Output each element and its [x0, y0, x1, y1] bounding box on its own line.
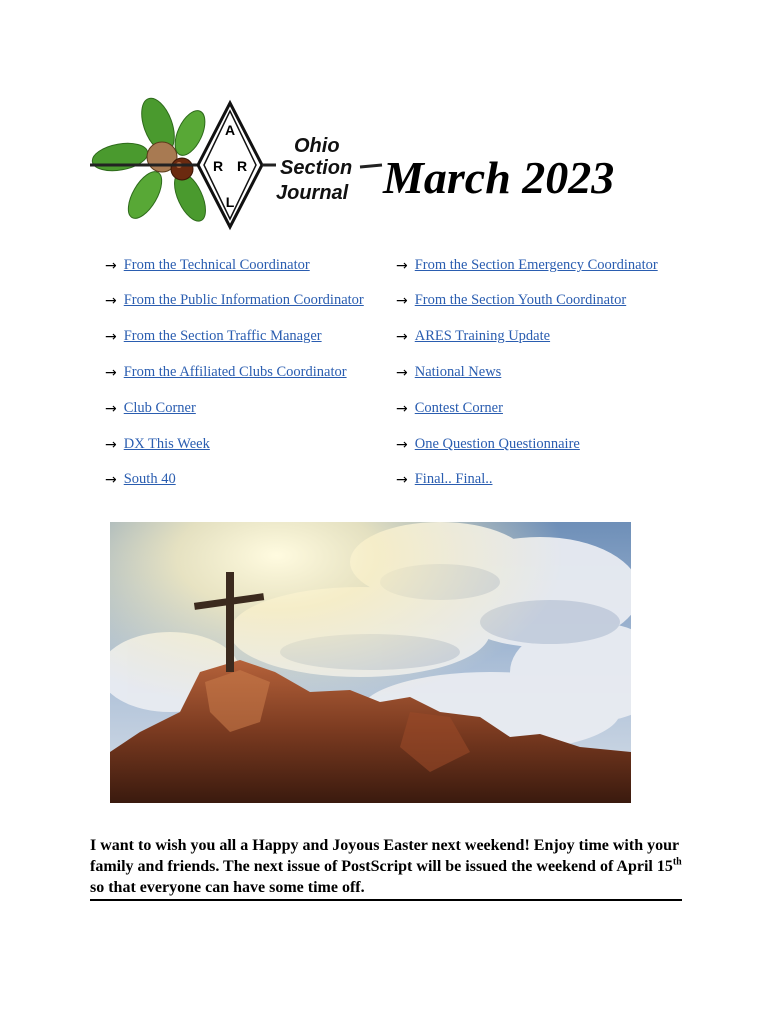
message-superscript: th [672, 856, 682, 868]
toc-item-south-40[interactable] [105, 471, 176, 488]
toc-link[interactable]: Contest Corner [414, 400, 503, 416]
toc-link[interactable]: ARES Training Update [414, 328, 551, 344]
toc-item-public-information-coordinator[interactable] [105, 292, 364, 309]
toc-link[interactable]: DX This Week [123, 436, 210, 452]
easter-message [90, 835, 682, 901]
logo-letter-a: A [224, 122, 236, 138]
toc-link[interactable]: From the Section Traffic Manager [123, 328, 322, 344]
toc-link[interactable]: National News [414, 364, 502, 380]
toc-link[interactable]: From the Public Information Coordinator [123, 292, 364, 308]
logo-letter-l: L [225, 194, 235, 210]
toc-item-final-final[interactable] [396, 471, 492, 488]
issue-title: March 2023 [383, 152, 615, 203]
toc-item-section-youth-coordinator[interactable] [396, 292, 626, 309]
toc-item-dx-this-week[interactable] [105, 436, 210, 453]
arrow-icon: → [105, 400, 117, 417]
toc-item-national-news[interactable] [396, 364, 501, 381]
arrow-icon: → [105, 436, 117, 453]
toc-item-section-traffic-manager[interactable] [105, 328, 322, 345]
arrow-icon: → [396, 328, 408, 345]
toc-link[interactable]: From the Section Emergency Coordinator [414, 257, 658, 273]
arrow-icon: → [105, 257, 117, 274]
message-text: I want to wish you all a Happy and Joyous Easter next weekend! Enjoy time with your family and friends. The next issue of PostScript will be issued the weekend of April 15 [90, 837, 679, 875]
toc-link[interactable]: Final.. Final.. [414, 471, 493, 487]
toc-item-one-question-questionnaire[interactable] [396, 436, 580, 453]
buckeye-leaves-graphic [90, 95, 212, 226]
arrow-icon: → [396, 471, 408, 488]
toc-link[interactable]: Club Corner [123, 400, 196, 416]
arrow-icon: → [396, 364, 408, 381]
arrow-icon: → [105, 364, 117, 381]
toc-link[interactable]: From the Affiliated Clubs Coordinator [123, 364, 347, 380]
easter-cross-photo [110, 522, 631, 803]
logo-text-section: Section [280, 157, 353, 179]
arrow-icon: → [396, 436, 408, 453]
arrow-icon: → [105, 328, 117, 345]
toc-link[interactable]: One Question Questionnaire [414, 436, 580, 452]
toc-link[interactable]: From the Technical Coordinator [123, 257, 310, 273]
arrow-icon: → [396, 257, 408, 274]
toc-item-contest-corner[interactable] [396, 400, 503, 417]
arrow-icon: → [396, 400, 408, 417]
toc-item-technical-coordinator[interactable] [105, 257, 310, 274]
toc-link[interactable]: South 40 [123, 471, 176, 487]
message-text-end: so that everyone can have some time off. [90, 879, 365, 896]
masthead [90, 95, 650, 235]
toc-item-section-emergency-coordinator[interactable] [396, 257, 658, 274]
toc-link[interactable]: From the Section Youth Coordinator [414, 292, 627, 308]
toc-item-ares-training-update[interactable] [396, 328, 550, 345]
logo-letter-r1: R [212, 158, 224, 174]
toc-item-club-corner[interactable] [105, 400, 196, 417]
arrow-icon: → [105, 292, 117, 309]
logo-letter-r2: R [236, 158, 248, 174]
toc-item-affiliated-clubs-coordinator[interactable] [105, 364, 347, 381]
logo-text-journal: Journal [276, 182, 349, 204]
arrow-icon: → [105, 471, 117, 488]
arrow-icon: → [396, 292, 408, 309]
logo-text-ohio: Ohio [294, 135, 340, 157]
